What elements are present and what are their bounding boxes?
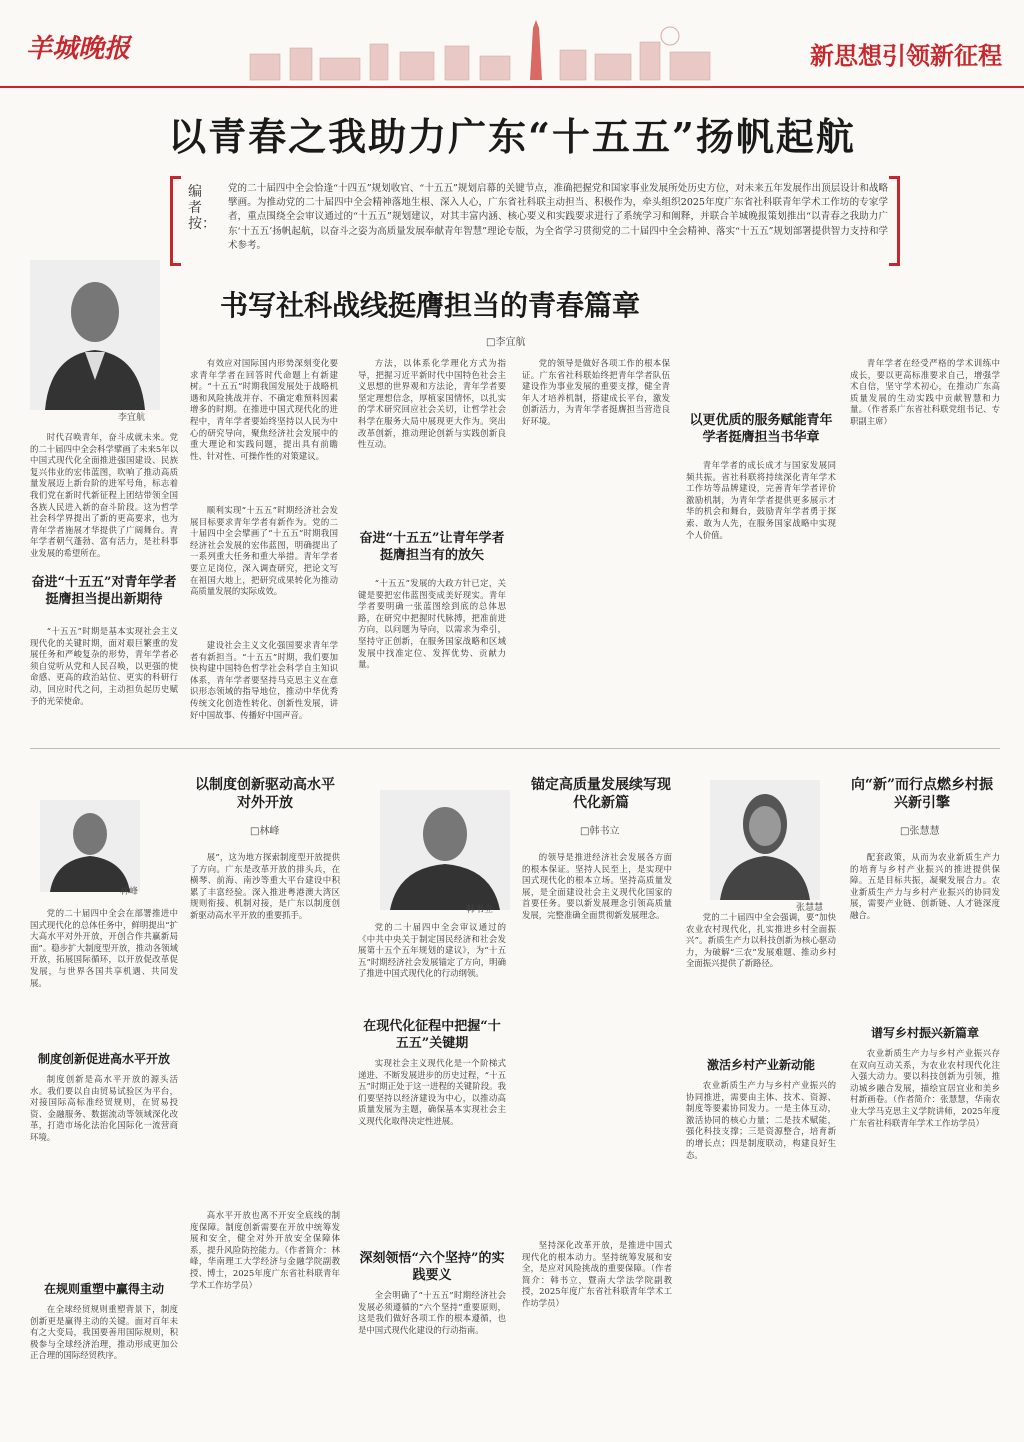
article-column: 党的二十届四中全会审议通过的《中共中央关于制定国民经济和社会发展第十五个五年规划的建议》，为“十五五”时期经济社会发展锚定了方向，明确了推进中国式现代化的行动纲领。 (358, 922, 506, 979)
article-column: 青年学者的成长成才与国家发展同频共振。省社科联将持续深化青年学术工作坊等品牌建设，完善青年学者评价激励机制，为青年学者提供更多展示才华的机会和舞台，鼓励青年学者勇于探索、敢为人先，在服务国家战略中实现个人价值。 (686, 460, 836, 540)
article-column: 有效应对国际国内形势深刻变化要求青年学者在回答时代命题上有新建树。“十五五”时期我国发展处于战略机遇和风险挑战并存、不确定难预料因素增多的时期。在推进中国式现代化的进程中，青年学者要始终坚持以人民为中心的研究导向，聚焦经济社会发展中的重大理论和实践问题，提出具有前瞻性、针对性、可操作性的对策建议。 (190, 358, 338, 461)
newspaper-logo: 羊城晚报 (26, 34, 131, 64)
article-column: 青年学者在经受严格的学术训练中成长，要以更高标准要求自己，增强学术自信，坚守学术初心，在推动广东高质量发展的生动实践中贡献智慧和力量。（作者系广东省社科联党组书记、专职副主席） (850, 358, 1000, 426)
author-portrait-zhang (710, 780, 820, 900)
article-column: 顺利实现“十五五”时期经济社会发展目标要求青年学者有新作为。党的二十届四中全会擘画了“十五五”时期我国经济社会发展的宏伟蓝图，明确提出了一系列重大任务和重大举措。青年学者要立足岗位，深入调查研究，把论文写在祖国大地上，把研究成果转化为推动高质量发展的实际成效。 (190, 505, 338, 597)
article-column: 党的二十届四中全会强调，要“加快农业农村现代化，扎实推进乡村全面振兴”。新质生产力以科技创新为核心驱动力，为破解“三农”发展难题、推动乡村全面振兴提供了新路径。 (686, 912, 836, 969)
article-column: “十五五”时期是基本实现社会主义现代化的关键时期，面对艰巨繁重的发展任务和严峻复杂的形势，青年学者必须自觉听从党和人民召唤，以更强的使命感、更高的政治站位、更实的科研行动，回应时代之问，主动担负起历史赋予的光荣使命。 (30, 626, 178, 706)
article-byline: □韩书立 (580, 826, 620, 837)
portrait-caption: 林峰 (120, 887, 139, 897)
divider (30, 748, 1000, 749)
article-column: 时代召唤青年，奋斗成就未来。党的二十届四中全会科学擘画了未来5年以中国式现代化全面推进强国建设、民族复兴伟业的宏伟蓝图，吹响了推动高质量发展迈上新台阶的进军号角，标志着我们党在新时代新征程上团结带领全国各族人民进入新的奋斗阶段。这为哲学社会科学界提出了新的更高要求，也为青年学者施展才华提供了广阔舞台。青年学者朝气蓬勃、富有活力，是社科事业发展的希望所在。 (30, 432, 178, 558)
article-subhead: 在现代化征程中把握“十五五”关键期 (363, 1019, 501, 1051)
bracket-right (889, 176, 900, 266)
article-subhead: 激活乡村产业新动能 (706, 1058, 815, 1072)
article-column: 高水平开放也离不开安全底线的制度保障。制度创新需要在开放中统筹发展和安全，健全对外开放安全保障体系，提升风险防控能力。（作者简介：林峰，华南理工大学经济与金融学院副教授、博士，2025年度广东省社科联青年学术工作坊学员） (190, 1210, 340, 1290)
portrait-caption: 张慧慧 (796, 903, 824, 913)
author-portrait-han (380, 790, 510, 910)
bracket-left (170, 176, 181, 266)
article-subhead: 奋进“十五五”让青年学者挺膺担当有的放矢 (359, 531, 505, 563)
article-column: 农业新质生产力与乡村产业振兴存在双向互动关系，为农业农村现代化注入强大动力。要以科技创新为引领，推动城乡融合发展，描绘宜居宜业和美乡村新画卷。（作者简介：张慧慧，华南农业大学马克思主义学院讲师，2025年度广东省社科联青年学术工作坊学员） (850, 1048, 1000, 1128)
article-byline: □李宜航 (486, 337, 526, 348)
page-headline: 以青春之我助力广东“十五五”扬帆起航 (168, 114, 856, 159)
article-column: 展”，这为地方探索制度型开放提供了方向。广东是改革开放的排头兵，在横琴、前海、南沙等重大平台建设中积累了丰富经验。深入推进粤港澳大湾区规则衔接、机制对接，是广东以制度创新驱动高水平开放的重要抓手。 (190, 852, 340, 920)
article-byline: □张慧慧 (900, 826, 940, 837)
article-column: 配套政策，从而为农业新质生产力的培育与乡村产业振兴的推进提供保障。五是目标共振，凝聚发展合力。农业新质生产力与乡村产业振兴的协同发展，需要产业链、创新链、人才链深度融合。 (850, 852, 1000, 920)
article-column: 建设社会主义文化强国要求青年学者有新担当。“十五五”时期，我们要加快构建中国特色哲学社会科学自主知识体系，青年学者要坚持马克思主义在意识形态领域的指导地位，推动中华优秀传统文化创造性转化、创新性发展，讲好中国故事、传播好中国声音。 (190, 640, 338, 720)
article-subhead: 深刻领悟“六个坚持”的实践要义 (359, 1251, 505, 1283)
article-subhead: 谱写乡村振兴新篇章 (870, 1026, 979, 1040)
article-column: 实现社会主义现代化是一个阶梯式递进、不断发展进步的历史过程，“十五五”时期正处于这一进程的关键阶段。我们要坚持以经济建设为中心，以推动高质量发展为主题，确保基本实现社会主义现代化取得决定性进展。 (358, 1058, 506, 1126)
portrait-caption: 李宜航 (118, 413, 146, 423)
portrait-caption: 韩书立 (466, 905, 494, 915)
article-column: 方法，以体系化学理化方式为指导，把握习近平新时代中国特色社会主义思想的世界观和方法论，青年学者要坚定理想信念，厚植家国情怀，以扎实的学术研究回应社会关切，让哲学社会科学在服务大局中展现更大作为。突出改革创新，推动理论创新与实践创新良性互动。 (358, 358, 506, 450)
article-title: 以制度创新驱动高水平对外开放 (195, 777, 335, 811)
editor-note-label: 编者按： (188, 184, 216, 232)
article-subhead: 制度创新促进高水平开放 (37, 1052, 170, 1066)
article-column: 制度创新是高水平开放的源头活水。我们要以自由贸易试验区为平台，对接国际高标准经贸规则，在贸易投资、金融服务、数据流动等领域深化改革，打造市场化法治化国际化一流营商环境。 (30, 1074, 178, 1142)
author-portrait-li (30, 260, 160, 410)
editor-note-text: 党的二十届四中全会恰逢“十四五”规划收官、“十五五”规划启幕的关键节点，准确把握党和国家事业发展所处历史方位，对未来五年发展作出顶层设计和战略擘画。为推动党的二十届四中全会精神落地生根、深入人心，广东省社科联主动担当、积极作为，牵头组织2025年度广东省社科联青年学术工作坊的专家学者，重点围绕全会审议通过的“十五五”规划建议，对其丰富内涵、核心要义和实践要求进行了系统学习和阐释，并联合羊城晚报策划推出“以青春之我助力广东‘十五五’扬帆起航，以奋斗之姿为高质量发展奉献青年智慧”理论专版，为全省学习贯彻党的二十届四中全会精神、落实“十五五”规划部署提供智力支持和学术参考。 (228, 183, 888, 251)
masthead (0, 0, 1024, 88)
article-column: 全会明确了“十五五”时期经济社会发展必须遵循的“六个坚持”重要原则，这是我们做好各项工作的根本遵循，也是中国式现代化建设的行动指南。 (358, 1290, 506, 1335)
article-column: 党的领导是做好各项工作的根本保证。广东省社科联始终把青年学者队伍建设作为事业发展的重要支撑，健全青年人才培养机制，搭建成长平台，激发创新活力，为青年学者挺膺担当营造良好环境。 (522, 358, 670, 426)
article-column: 在全球经贸规则重塑背景下，制度创新更是赢得主动的关键。面对百年未有之大变局，我国要善用国际规则，积极参与全球经济治理，推动形成更加公正合理的国际经贸秩序。 (30, 1304, 178, 1361)
article-title: 向“新”而行点燃乡村振兴新引擎 (850, 777, 994, 811)
editor-note (170, 176, 890, 262)
article-title: 书写社科战线挺膺担当的青春篇章 (220, 289, 641, 322)
article-column: 党的二十届四中全会在部署推进中国式现代化的总体任务中，鲜明提出“扩大高水平对外开放，开创合作共赢新局面”。稳步扩大制度型开放，推动各领域开放，拓展国际循环，以开放促改革促发展，与世界各国共享机遇、共同发展。 (30, 908, 178, 988)
article-column: “十五五”发展的大政方针已定，关键是要把宏伟蓝图变成美好现实。青年学者要明确一张蓝图绘到底的总体思路，在研究中把握时代脉搏，把准前进方向，以问题为导向，以需求为牵引，坚持守正创新，在服务国家战略和区域发展中找准定位、发挥优势、贡献力量。 (358, 578, 506, 670)
article-column: 坚持深化改革开放，是推进中国式现代化的根本动力。坚持统筹发展和安全，是应对风险挑战的重要保障。（作者简介：韩书立，暨南大学法学院副教授，2025年度广东省社科联青年学术工作坊学员） (522, 1240, 672, 1308)
article-column: 农业新质生产力与乡村产业振兴的协同推进，需要由主体、技术、资源、制度等要素协同发力。一是主体互动，激活协同的核心力量；二是技术赋能，强化科技支撑；三是资源整合，培育新的增长点；四是制度联动，构建良好生态。 (686, 1080, 836, 1160)
city-skyline-illustration (230, 18, 750, 80)
article-subhead: 奋进“十五五”对青年学者挺膺担当提出新期待 (31, 575, 177, 607)
section-tag: 新思想引领新征程 (810, 41, 1002, 70)
article-title: 锚定高质量发展续写现代化新篇 (531, 777, 671, 811)
author-portrait-lin (40, 800, 140, 892)
article-byline: □林峰 (250, 826, 280, 837)
article-subhead: 以更优质的服务赋能青年学者挺膺担当书华章 (689, 413, 833, 445)
article-column: 的领导是推进经济社会发展各方面的根本保证。坚持人民至上，是实现中国式现代化的根本立场。坚持高质量发展，是全面建设社会主义现代化国家的首要任务。要以新发展理念引领高质量发展，完整准确全面贯彻新发展理念。 (522, 852, 672, 920)
article-subhead: 在规则重塑中赢得主动 (43, 1282, 164, 1296)
